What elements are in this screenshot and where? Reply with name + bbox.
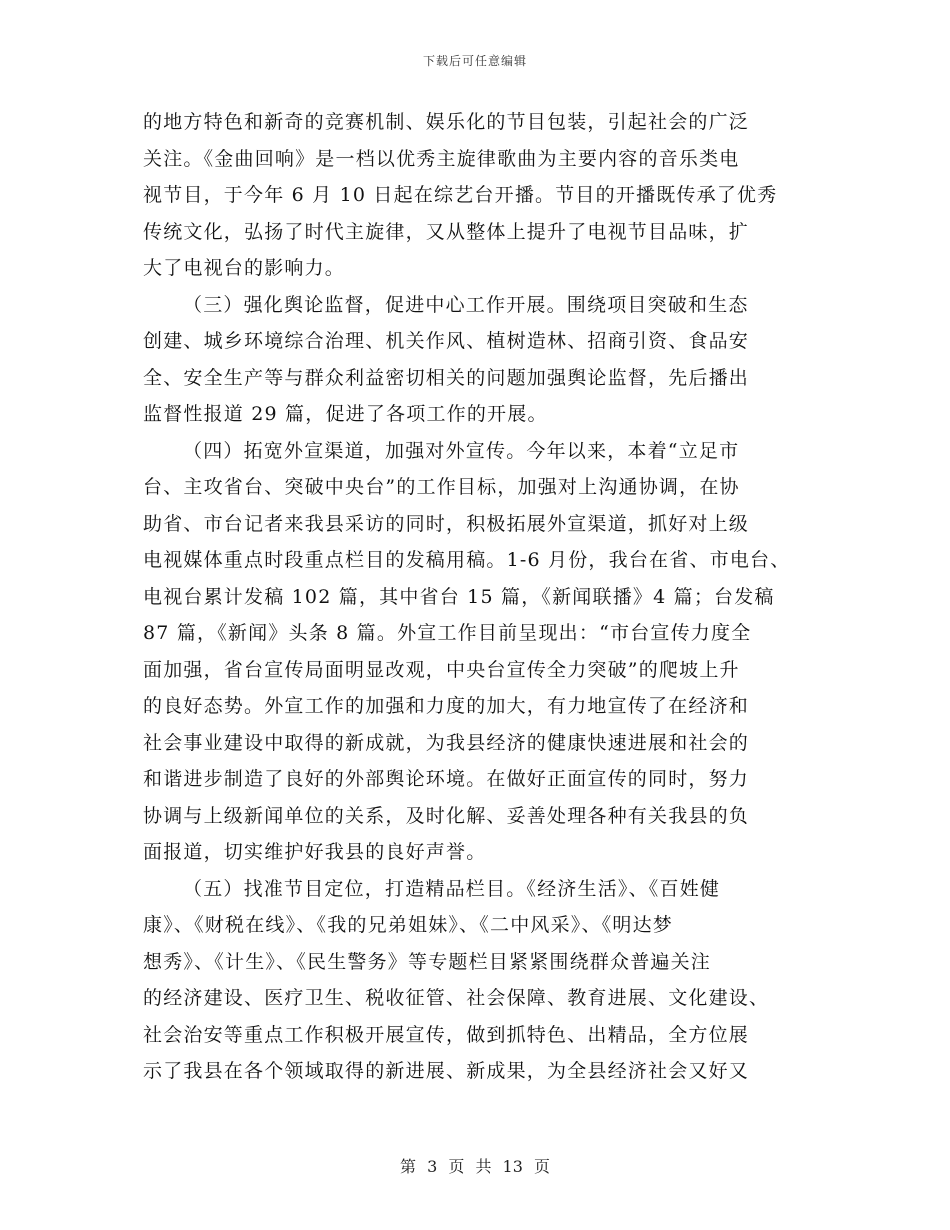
- document-body: [143, 104, 807, 1090]
- text-line: 和谐进步制造了良好的外部舆论环境。在做好正面宣传的同时，努力: [143, 768, 750, 790]
- text-line: 87 篇，《新闻》头条 8 篇。外宣工作目前呈现出：“市台宣传力度全: [143, 622, 752, 644]
- text-line: （五）找准节目定位，打造精品栏目。《经济生活》、《百姓健: [183, 877, 721, 900]
- text-line: 想秀》、《计生》、《民生警务》等专题栏目紧紧围绕群众普遍关注: [143, 950, 712, 973]
- text-line: 电视台累计发稿 102 篇，其中省台 15 篇，《新闻联播》4 篇；台发稿: [143, 585, 775, 608]
- text-line: 社会事业建设中取得的新成就，为我县经济的健康快速进展和社会的: [143, 731, 750, 754]
- page-number-footer: 第 3 页 共 13 页: [400, 1157, 550, 1176]
- text-line: 的良好态势。外宣工作的加强和力度的加大，有力地宣传了在经济和: [143, 695, 750, 717]
- text-line: 社会治安等重点工作积极开展宣传，做到抓特色、出精品，全方位展: [143, 1023, 750, 1046]
- text-line: 面报道，切实维护好我县的良好声誉。: [143, 841, 487, 863]
- text-line: 康》、《财税在线》、《我的兄弟姐妹》、《二中风采》、《明达梦: [143, 914, 674, 936]
- page-header-note: 下载后可任意编辑: [422, 54, 527, 68]
- text-line: 监督性报道 29 篇，促进了各项工作的开展。: [143, 403, 548, 425]
- text-line: 示了我县在各个领域取得的新进展、新成果，为全县经济社会又好又: [143, 1060, 750, 1082]
- text-line: 视节目，于今年 6 月 10 日起在综艺台开播。节目的开播既传承了优秀: [143, 184, 778, 206]
- text-line: 全、安全生产等与群众利益密切相关的问题加强舆论监督，先后播出: [143, 366, 750, 389]
- text-line: 大了电视台的影响力。: [143, 257, 346, 279]
- text-line: 的地方特色和新奇的竞赛机制、娱乐化的节目包装，引起社会的广泛: [143, 111, 750, 133]
- text-line: （三）强化舆论监督，促进中心工作开展。围绕项目突破和生态: [183, 293, 749, 316]
- text-line: 传统文化，弘扬了时代主旋律，又从整体上提升了电视节目品味，扩: [143, 220, 750, 243]
- text-line: 的经济建设、医疗卫生、税收征管、社会保障、教育进展、文化建设、: [143, 987, 770, 1009]
- text-line: 电视媒体重点时段重点栏目的发稿用稿。1-6 月份，我台在省、市电台、: [143, 549, 791, 571]
- text-line: 台、主攻省台、突破中央台”的工作目标，加强对上沟通协调，在协: [143, 476, 740, 498]
- text-line: 面加强，省台宣传局面明显改观，中央台宣传全力突破”的爬坡上升: [143, 658, 740, 681]
- text-line: 关注。《金曲回响》是一档以优秀主旋律歌曲为主要内容的音乐类电: [143, 147, 740, 170]
- text-line: （四）拓宽外宣渠道，加强对外宣传。今年以来，本着“立足市: [183, 439, 740, 462]
- text-line: 创建、城乡环境综合治理、机关作风、植树造林、招商引资、食品安: [143, 330, 750, 352]
- text-line: 协调与上级新闻单位的关系，及时化解、妥善处理各种有关我县的负: [143, 804, 750, 827]
- text-line: 助省、市台记者来我县采访的同时，积极拓展外宣渠道，抓好对上级: [143, 512, 750, 535]
